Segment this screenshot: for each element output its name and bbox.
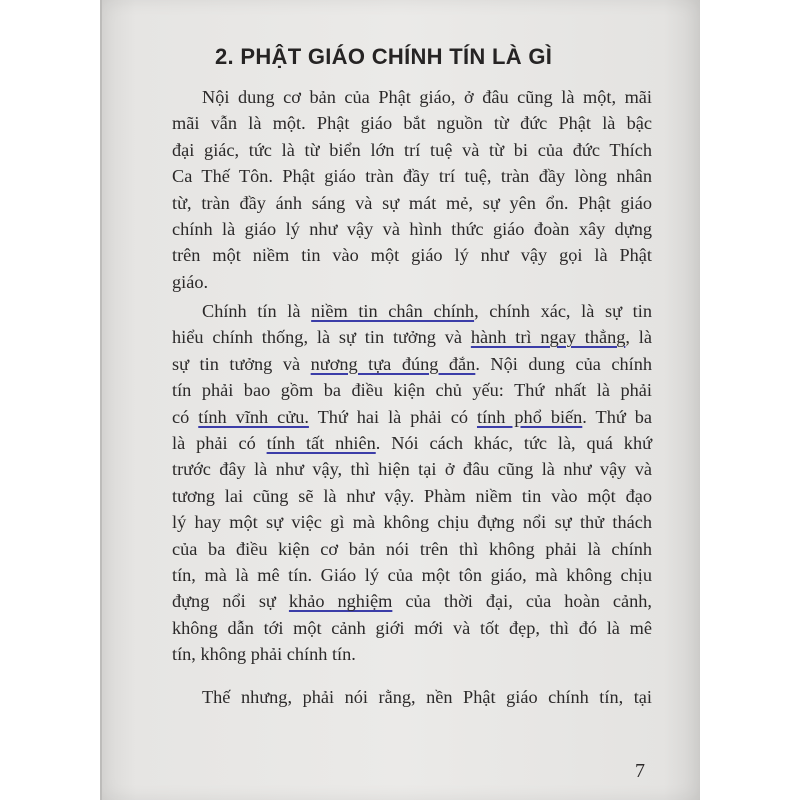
text-line: mãi vẫn là một. Phật giáo bắt nguồn từ đức Phật là bậc — [172, 113, 652, 134]
paragraph-3 — [172, 684, 652, 710]
text-line: giáo. — [172, 271, 209, 292]
underlined-phrase: khảo nghiệm — [288, 591, 393, 612]
text-line: lý hay một sự việc gì mà không chịu đựng nổi sự thử thách — [172, 512, 652, 533]
paragraph-2 — [172, 298, 652, 668]
text-line — [172, 298, 652, 324]
background-margin — [0, 0, 100, 800]
text-line — [172, 324, 652, 350]
text-line: đại giác, tức là từ biển lớn trí tuệ và từ bi của đức Thích — [172, 139, 652, 160]
text-line — [172, 588, 652, 614]
text-segment: . Nội dung của chính — [475, 353, 653, 374]
text-segment: . Nói cách khác, tức là, quá khứ — [375, 433, 653, 454]
text-segment: . Thứ ba — [582, 406, 652, 427]
text-segment: hiểu chính thống, là sự tin tưởng và — [172, 327, 471, 348]
text-segment: đựng nổi sự — [172, 591, 289, 612]
text-line: của ba điều kiện cơ bản nói trên thì không phải là chính — [172, 538, 652, 559]
text-line: Thế nhưng, phải nói rằng, nền Phật giáo chính tín, tại — [202, 687, 652, 707]
text-line: tín phải bao gồm ba điều kiện chủ yếu: Thứ nhất là phải — [172, 380, 652, 401]
page-edge — [100, 0, 102, 800]
text-line: Ca Thế Tôn. Phật giáo tràn đầy trí tuệ, tràn đầy lòng nhân — [172, 166, 652, 187]
paragraph-1 — [172, 84, 652, 295]
text-segment: , chính xác, là sự tin — [474, 301, 652, 321]
text-line — [172, 404, 652, 430]
text-segment: sự tin tưởng và — [172, 353, 311, 374]
text-line: trước đây là như vậy, thì hiện tại ở đâu cũng là như vậy và — [172, 459, 652, 480]
text-line: tương lai cũng sẽ là như vậy. Phàm niềm tin vào một đạo — [172, 485, 652, 506]
text-line: trên một niềm tin vào một giáo lý như vậy gọi là Phật — [172, 245, 652, 266]
underlined-phrase: hành trì ngay thẳng — [470, 327, 626, 348]
text-line — [172, 351, 652, 377]
text-segment: Thứ hai là phải có — [308, 406, 477, 427]
text-segment: , là — [625, 327, 652, 348]
underlined-phrase: tính phổ biến — [476, 406, 583, 427]
section-heading: 2. PHẬT GIÁO CHÍNH TÍN LÀ GÌ — [215, 44, 553, 69]
text-line: Nội dung cơ bản của Phật giáo, ở đâu cũng là một, mãi — [202, 87, 652, 107]
text-line: tín, không phải chính tín. — [172, 644, 356, 665]
page-number: 7 — [635, 760, 645, 782]
underlined-phrase: niềm tin chân chính — [311, 301, 475, 321]
text-segment: Chính tín là — [202, 301, 312, 321]
underlined-phrase: tính tất nhiên — [266, 433, 376, 454]
text-segment: của thời đại, của hoàn cảnh, — [392, 591, 652, 612]
text-segment: là phải có — [172, 433, 267, 454]
underlined-phrase: nương tựa đúng đắn — [310, 353, 476, 374]
underlined-phrase: tính vĩnh cửu. — [198, 406, 309, 427]
text-line: từ, tràn đầy ánh sáng và sự mát mẻ, sự yên ổn. Phật giáo — [172, 192, 652, 213]
text-segment: có — [172, 406, 199, 427]
text-line: chính là giáo lý như vậy và hình thức giáo đoàn xây dựng — [172, 219, 652, 240]
text-line: tín, mà là mê tín. Giáo lý của một tôn giáo, mà không chịu — [172, 565, 652, 586]
text-line: không dẫn tới một cảnh giới mới và tốt đẹp, thì đó là mê — [172, 617, 652, 638]
text-line — [172, 430, 652, 456]
